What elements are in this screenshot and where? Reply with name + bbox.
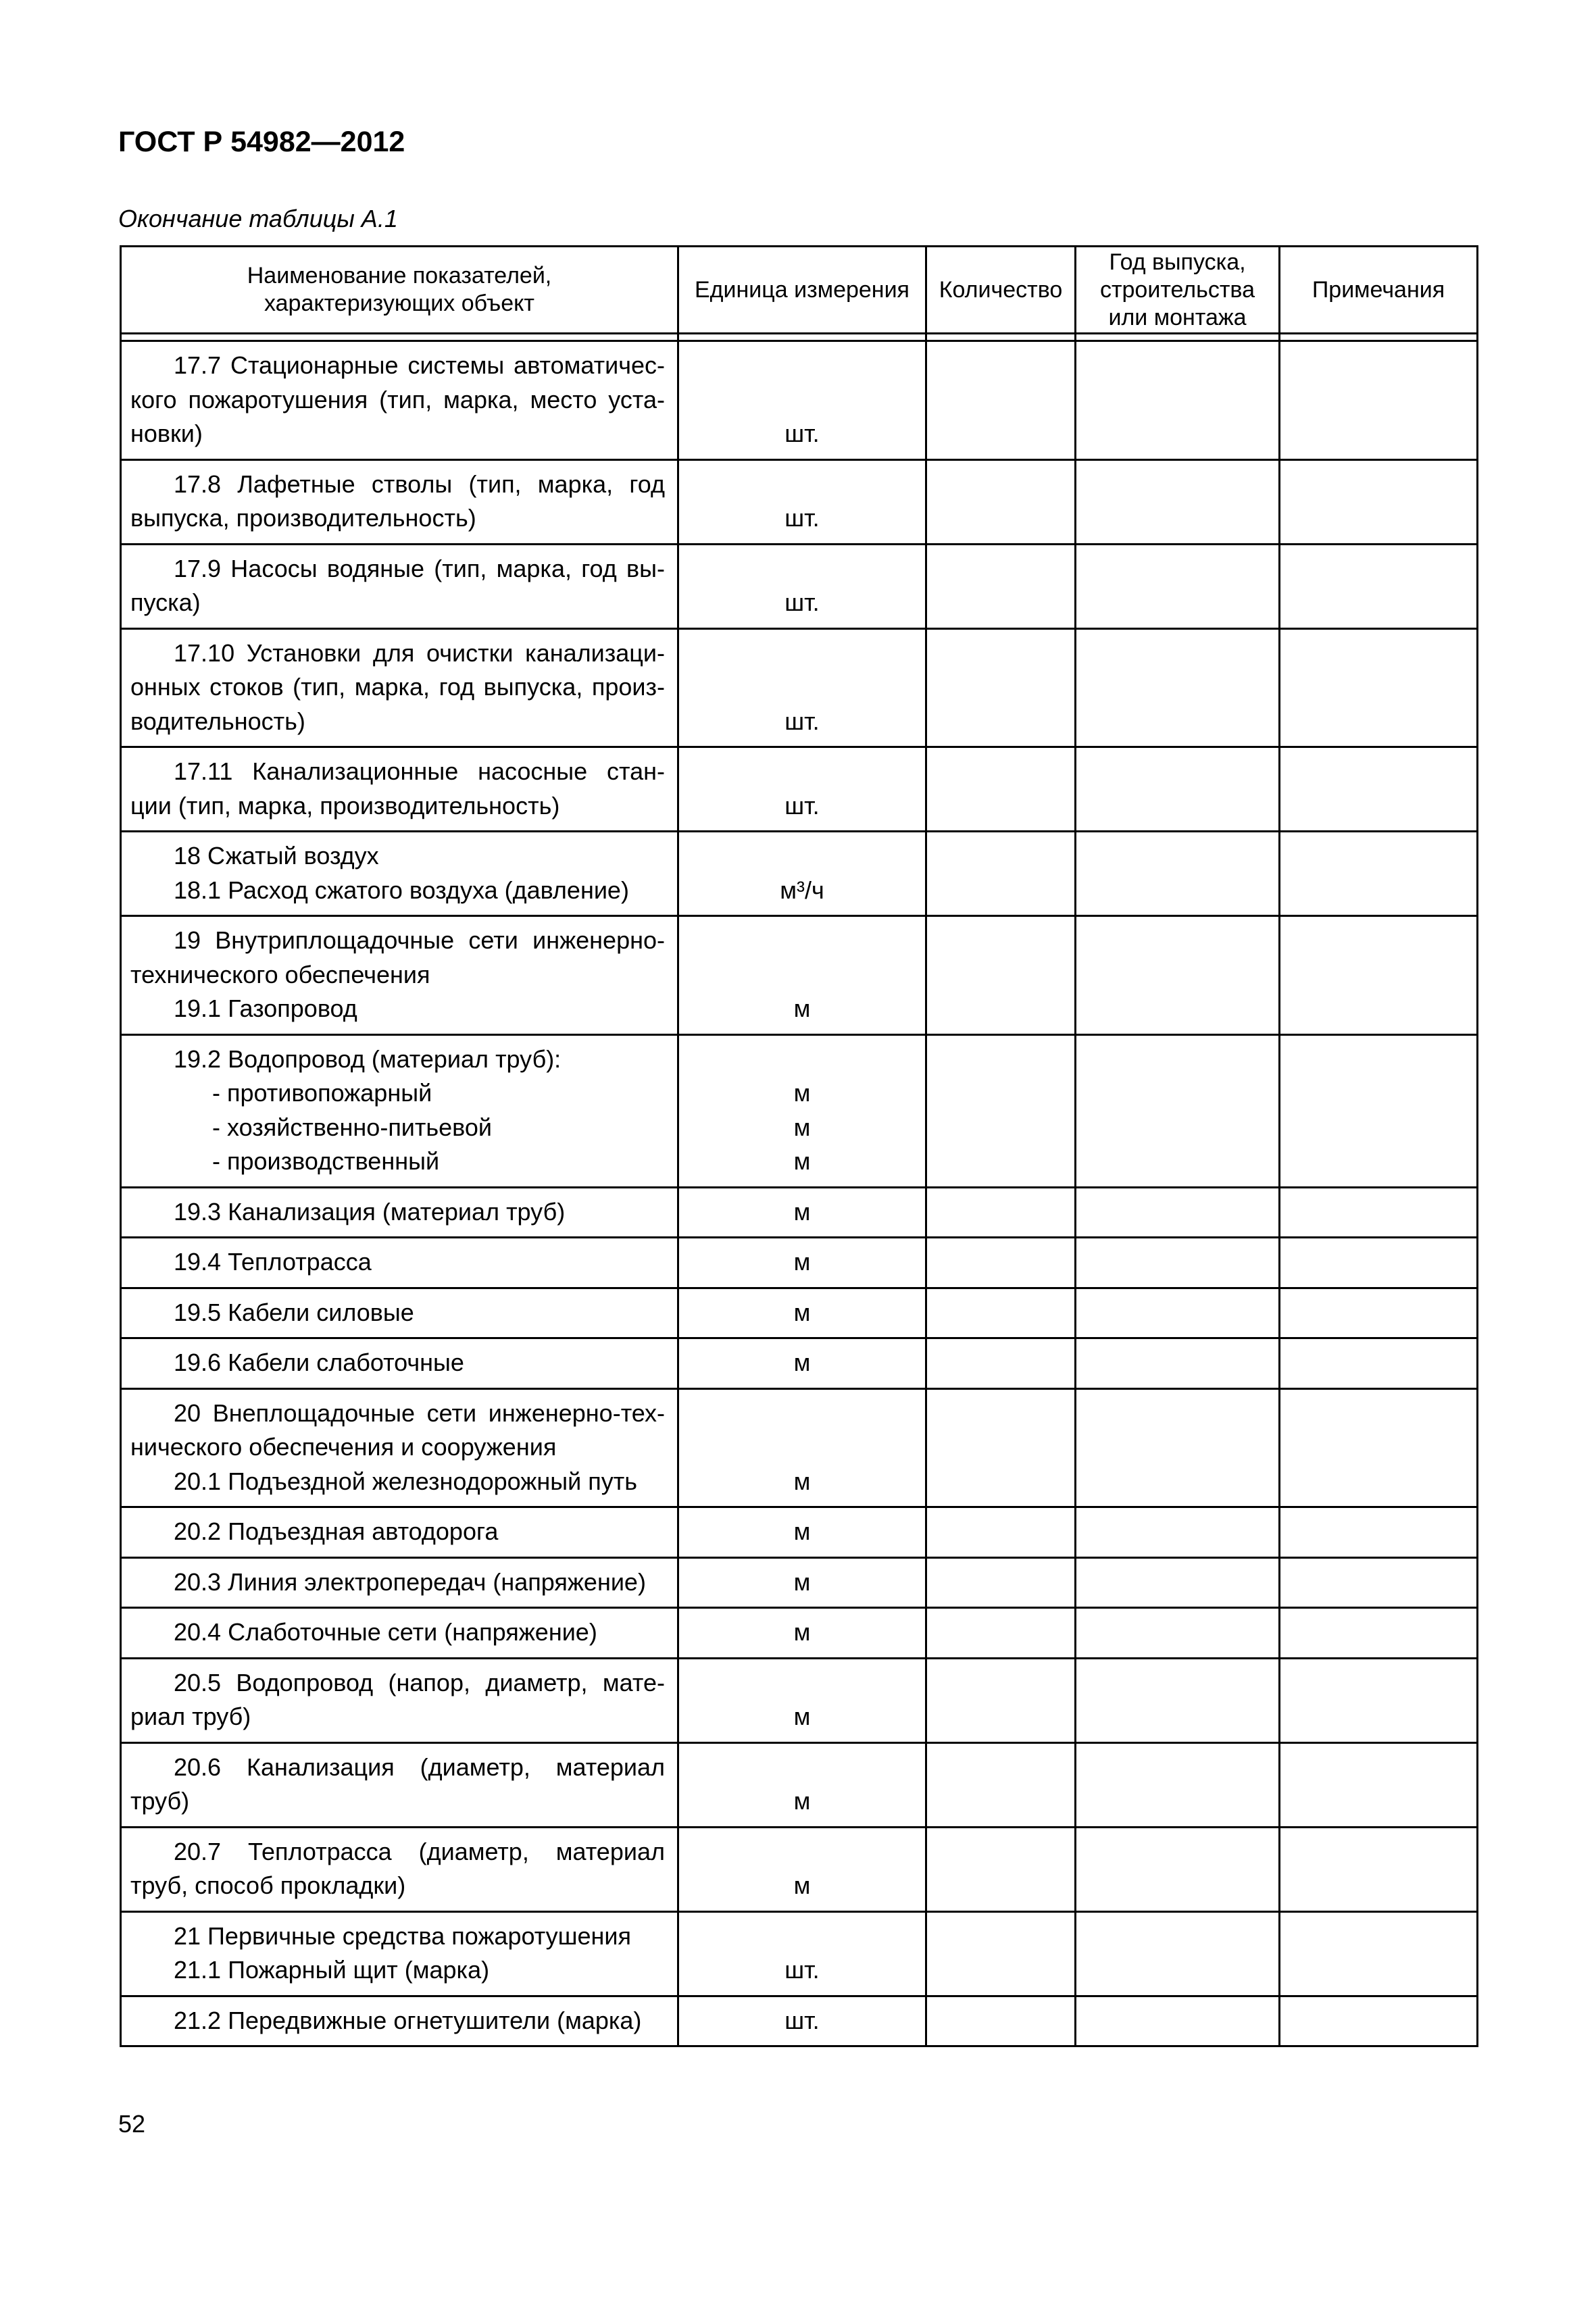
quantity-cell <box>926 916 1076 1035</box>
indicator-name-line: онных стоков (тип, марка, год выпуска, произ- <box>130 673 665 701</box>
indicator-name-line: - противопожарный <box>212 1079 432 1107</box>
year-cell <box>1076 459 1280 544</box>
indicator-name-line: 17.9 Насосы водяные (тип, марка, год вы- <box>174 554 665 582</box>
indicator-name-line: технического обеспечения <box>130 960 430 988</box>
year-cell <box>1076 1238 1280 1288</box>
header-row <box>121 247 1478 334</box>
notes-cell <box>1280 1742 1478 1827</box>
unit-cell <box>678 1034 926 1187</box>
quantity-cell <box>926 1911 1076 1996</box>
unit-value: шт. <box>784 707 820 735</box>
notes-cell <box>1280 832 1478 916</box>
unit-line-spacer <box>682 552 922 586</box>
indicator-name-line: новки) <box>130 420 203 447</box>
unit-value: м <box>793 1349 811 1376</box>
unit-line-spacer <box>682 670 922 705</box>
rule-cell <box>678 334 926 341</box>
quantity-cell <box>926 1827 1076 1911</box>
quantity-cell <box>926 1288 1076 1338</box>
indicator-name-line: ции (тип, марка, производительность) <box>130 791 560 820</box>
indicator-name-line: 17.10 Установки для очистки канализаци- <box>174 638 665 667</box>
unit-line-spacer <box>682 1751 922 1785</box>
table-row <box>121 544 1478 628</box>
table-row <box>121 1338 1478 1389</box>
unit-value: шт. <box>784 588 820 616</box>
year-cell <box>1076 747 1280 832</box>
unit-cell <box>678 1996 926 2046</box>
indicator-name-line: 20.2 Подъездная автодорога <box>174 1517 499 1545</box>
unit-line-spacer <box>682 839 922 874</box>
table-row <box>121 1827 1478 1911</box>
year-cell <box>1076 1507 1280 1558</box>
quantity-cell <box>926 1557 1076 1608</box>
notes-cell <box>1280 1338 1478 1389</box>
unit-value: шт. <box>784 504 820 532</box>
table-row <box>121 1388 1478 1507</box>
unit-cell <box>678 459 926 544</box>
header-quantity: Количество <box>926 247 1076 334</box>
unit-value: м <box>793 1618 811 1646</box>
indicator-name-line: 18.1 Расход сжатого воздуха (давление) <box>174 876 629 904</box>
table-row <box>121 459 1478 544</box>
indicator-name-cell <box>121 1338 678 1389</box>
quantity-cell <box>926 628 1076 747</box>
unit-cell <box>678 1338 926 1389</box>
unit-line-spacer <box>682 636 922 671</box>
header-year <box>1076 247 1280 334</box>
indicator-name-line: пуска) <box>130 588 201 616</box>
indicator-name-line: водительность) <box>130 707 305 735</box>
unit-value: м <box>793 995 811 1022</box>
rule-cell <box>121 334 678 341</box>
notes-cell <box>1280 1507 1478 1558</box>
standard-designation: ГОСТ Р 54982—2012 <box>118 126 405 158</box>
year-cell <box>1076 1187 1280 1238</box>
indicator-name-cell <box>121 1608 678 1659</box>
indicator-name-cell <box>121 1658 678 1742</box>
indicator-name-cell <box>121 1288 678 1338</box>
indicator-name-cell <box>121 1557 678 1608</box>
indicator-name-line: 21 Первичные средства пожаротушения <box>174 1921 631 1950</box>
indicator-name-line: 21.2 Передвижные огнетушители (марка) <box>174 2006 642 2034</box>
indicator-name-line: кого пожаротушения (тип, марка, место уста- <box>130 385 665 413</box>
unit-cell <box>678 832 926 916</box>
specification-table <box>120 245 1478 2047</box>
unit-line-spacer <box>682 1835 922 1869</box>
indicator-name-line: 19 Внутриплощадочные сети инженерно- <box>174 926 665 954</box>
table-row <box>121 832 1478 916</box>
quantity-cell <box>926 1238 1076 1288</box>
table-row <box>121 747 1478 832</box>
unit-value: м <box>793 1113 811 1141</box>
unit-line-spacer <box>682 1666 922 1701</box>
year-cell <box>1076 832 1280 916</box>
unit-cell <box>678 747 926 832</box>
unit-value: м <box>793 1197 811 1226</box>
unit-value: м <box>793 1079 811 1107</box>
year-cell <box>1076 1388 1280 1507</box>
indicator-name-line: - хозяйственно-питьевой <box>212 1113 493 1141</box>
indicator-name-line: 19.5 Кабели силовые <box>174 1298 414 1326</box>
unit-line-spacer <box>682 1919 922 1954</box>
unit-value: м <box>793 1703 811 1730</box>
unit-value: м <box>793 1517 811 1545</box>
notes-cell <box>1280 1608 1478 1659</box>
indicator-name-line: 20 Внеплощадочные сети инженерно-тех- <box>174 1399 665 1427</box>
indicator-name-cell <box>121 1996 678 2046</box>
unit-line-spacer <box>682 958 922 992</box>
indicator-name-line: 21.1 Пожарный щит (марка) <box>174 1956 490 1984</box>
indicator-name-cell <box>121 747 678 832</box>
year-cell <box>1076 1034 1280 1187</box>
indicator-name-line: выпуска, производительность) <box>130 504 476 532</box>
indicator-name-cell <box>121 1911 678 1996</box>
year-cell <box>1076 1742 1280 1827</box>
table-row <box>121 1238 1478 1288</box>
table-row <box>121 916 1478 1035</box>
unit-cell <box>678 1238 926 1288</box>
year-cell <box>1076 1996 1280 2046</box>
quantity-cell <box>926 1742 1076 1827</box>
indicator-name-line: 19.6 Кабели слаботочные <box>174 1349 464 1376</box>
year-cell <box>1076 1911 1280 1996</box>
notes-cell <box>1280 916 1478 1035</box>
notes-cell <box>1280 1557 1478 1608</box>
indicator-name-line: 20.1 Подъездной железнодорожный путь <box>174 1467 637 1495</box>
header-line: строительства <box>1099 276 1255 303</box>
indicator-name-cell <box>121 1187 678 1238</box>
year-cell <box>1076 341 1280 460</box>
header-line: Год выпуска, <box>1109 249 1246 275</box>
unit-line-spacer <box>682 755 922 789</box>
indicator-name-line: 17.7 Стационарные системы автоматичес- <box>174 351 665 379</box>
indicator-name-line: 20.6 Канализация (диаметр, материал <box>174 1753 665 1781</box>
header-line: характеризующих объект <box>264 291 534 316</box>
unit-value: м <box>793 1787 811 1815</box>
indicator-name-line: нического обеспечения и сооружения <box>130 1433 557 1461</box>
table-body <box>121 341 1478 2046</box>
unit-cell <box>678 1608 926 1659</box>
indicator-name-line: 19.3 Канализация (материал труб) <box>174 1197 566 1226</box>
header-line: или монтажа <box>1108 304 1247 330</box>
unit-line-spacer <box>682 349 922 383</box>
table-row <box>121 1658 1478 1742</box>
indicator-name-cell <box>121 1388 678 1507</box>
unit-value: м <box>793 1567 811 1596</box>
rule-cell <box>1076 334 1280 341</box>
year-cell <box>1076 1608 1280 1659</box>
unit-line-spacer <box>682 924 922 958</box>
unit-value: шт. <box>784 791 820 820</box>
unit-value: м <box>793 1871 811 1899</box>
table-row <box>121 1608 1478 1659</box>
table-row <box>121 1034 1478 1187</box>
table-row <box>121 628 1478 747</box>
indicator-name-line: 17.8 Лафетные стволы (тип, марка, год <box>174 470 665 498</box>
notes-cell <box>1280 1388 1478 1507</box>
unit-value: м <box>793 1467 811 1495</box>
unit-cell <box>678 1187 926 1238</box>
quantity-cell <box>926 341 1076 460</box>
unit-cell <box>678 1557 926 1608</box>
unit-cell <box>678 1827 926 1911</box>
indicator-name-cell <box>121 1034 678 1187</box>
unit-value: м <box>793 1147 811 1175</box>
unit-value: шт. <box>784 2006 820 2034</box>
page-number: 52 <box>118 2110 146 2138</box>
header-unit: Единица измерения <box>678 247 926 334</box>
indicator-name-cell <box>121 341 678 460</box>
year-cell <box>1076 544 1280 628</box>
indicator-name-cell <box>121 459 678 544</box>
rule-cell <box>1280 334 1478 341</box>
notes-cell <box>1280 628 1478 747</box>
indicator-name-line: труб, способ прокладки) <box>130 1871 406 1899</box>
unit-value: шт. <box>784 420 820 447</box>
indicator-name-line: 19.2 Водопровод (материал труб): <box>174 1045 562 1073</box>
header-double-rule <box>121 334 1478 341</box>
indicator-name-line: 17.11 Канализационные насосные стан- <box>174 757 665 785</box>
quantity-cell <box>926 832 1076 916</box>
indicator-name-line: 18 Сжатый воздух <box>174 842 379 870</box>
indicator-name-cell <box>121 1238 678 1288</box>
unit-line-spacer <box>682 1430 922 1465</box>
table-row <box>121 1187 1478 1238</box>
quantity-cell <box>926 1187 1076 1238</box>
table-row <box>121 1507 1478 1558</box>
table-row <box>121 1288 1478 1338</box>
unit-cell <box>678 1288 926 1338</box>
year-cell <box>1076 1557 1280 1608</box>
unit-cell <box>678 1507 926 1558</box>
year-cell <box>1076 1827 1280 1911</box>
indicator-name-line: 19.1 Газопровод <box>174 995 357 1022</box>
rule-cell <box>926 334 1076 341</box>
unit-value: м <box>793 1298 811 1326</box>
unit-cell <box>678 1911 926 1996</box>
unit-line-spacer <box>682 1397 922 1431</box>
indicator-name-cell <box>121 628 678 747</box>
quantity-cell <box>926 544 1076 628</box>
table-caption: Окончание таблицы А.1 <box>118 205 398 232</box>
indicator-name-cell <box>121 1742 678 1827</box>
notes-cell <box>1280 341 1478 460</box>
indicator-name-line: 19.4 Теплотрасса <box>174 1248 372 1276</box>
quantity-cell <box>926 1608 1076 1659</box>
unit-cell <box>678 1388 926 1507</box>
table-row <box>121 1996 1478 2046</box>
header-line: Наименование показателей, <box>247 263 552 288</box>
table-row <box>121 1911 1478 1996</box>
unit-value: шт. <box>784 1956 820 1984</box>
notes-cell <box>1280 1288 1478 1338</box>
table-row <box>121 1742 1478 1827</box>
quantity-cell <box>926 459 1076 544</box>
indicator-name-line: риал труб) <box>130 1703 251 1730</box>
table-row <box>121 341 1478 460</box>
quantity-cell <box>926 1388 1076 1507</box>
quantity-cell <box>926 1034 1076 1187</box>
quantity-cell <box>926 747 1076 832</box>
indicator-name-cell <box>121 1827 678 1911</box>
header-notes: Примечания <box>1280 247 1478 334</box>
indicator-name-line: 20.3 Линия электропередач (напряжение) <box>174 1567 646 1596</box>
unit-cell <box>678 628 926 747</box>
notes-cell <box>1280 747 1478 832</box>
year-cell <box>1076 916 1280 1035</box>
quantity-cell <box>926 1338 1076 1389</box>
notes-cell <box>1280 1238 1478 1288</box>
year-cell <box>1076 628 1280 747</box>
unit-cell <box>678 1742 926 1827</box>
notes-cell <box>1280 1187 1478 1238</box>
notes-cell <box>1280 459 1478 544</box>
unit-cell <box>678 916 926 1035</box>
notes-cell <box>1280 1911 1478 1996</box>
quantity-cell <box>926 1996 1076 2046</box>
unit-cell <box>678 341 926 460</box>
indicator-name-cell <box>121 916 678 1035</box>
unit-value: м <box>793 1248 811 1276</box>
indicator-name-line: 20.5 Водопровод (напор, диаметр, мате- <box>174 1668 665 1696</box>
unit-value: м³/ч <box>780 876 824 904</box>
indicator-name-line: труб) <box>130 1787 190 1815</box>
table-row <box>121 1557 1478 1608</box>
notes-cell <box>1280 1658 1478 1742</box>
indicator-name-line: - производственный <box>212 1147 440 1175</box>
year-cell <box>1076 1288 1280 1338</box>
indicator-name-cell <box>121 832 678 916</box>
year-cell <box>1076 1658 1280 1742</box>
year-cell <box>1076 1338 1280 1389</box>
unit-line-spacer <box>682 383 922 418</box>
unit-cell <box>678 1658 926 1742</box>
unit-line-spacer <box>682 468 922 502</box>
notes-cell <box>1280 1996 1478 2046</box>
notes-cell <box>1280 1827 1478 1911</box>
table-header <box>121 247 1478 341</box>
quantity-cell <box>926 1658 1076 1742</box>
unit-line-spacer <box>682 1042 922 1077</box>
header-indicator-name <box>121 247 678 334</box>
indicator-name-cell <box>121 544 678 628</box>
indicator-name-line: 20.4 Слаботочные сети (напряжение) <box>174 1618 597 1646</box>
indicator-name-cell <box>121 1507 678 1558</box>
quantity-cell <box>926 1507 1076 1558</box>
unit-cell <box>678 544 926 628</box>
notes-cell <box>1280 544 1478 628</box>
notes-cell <box>1280 1034 1478 1187</box>
indicator-name-line: 20.7 Теплотрасса (диаметр, материал <box>174 1837 665 1865</box>
